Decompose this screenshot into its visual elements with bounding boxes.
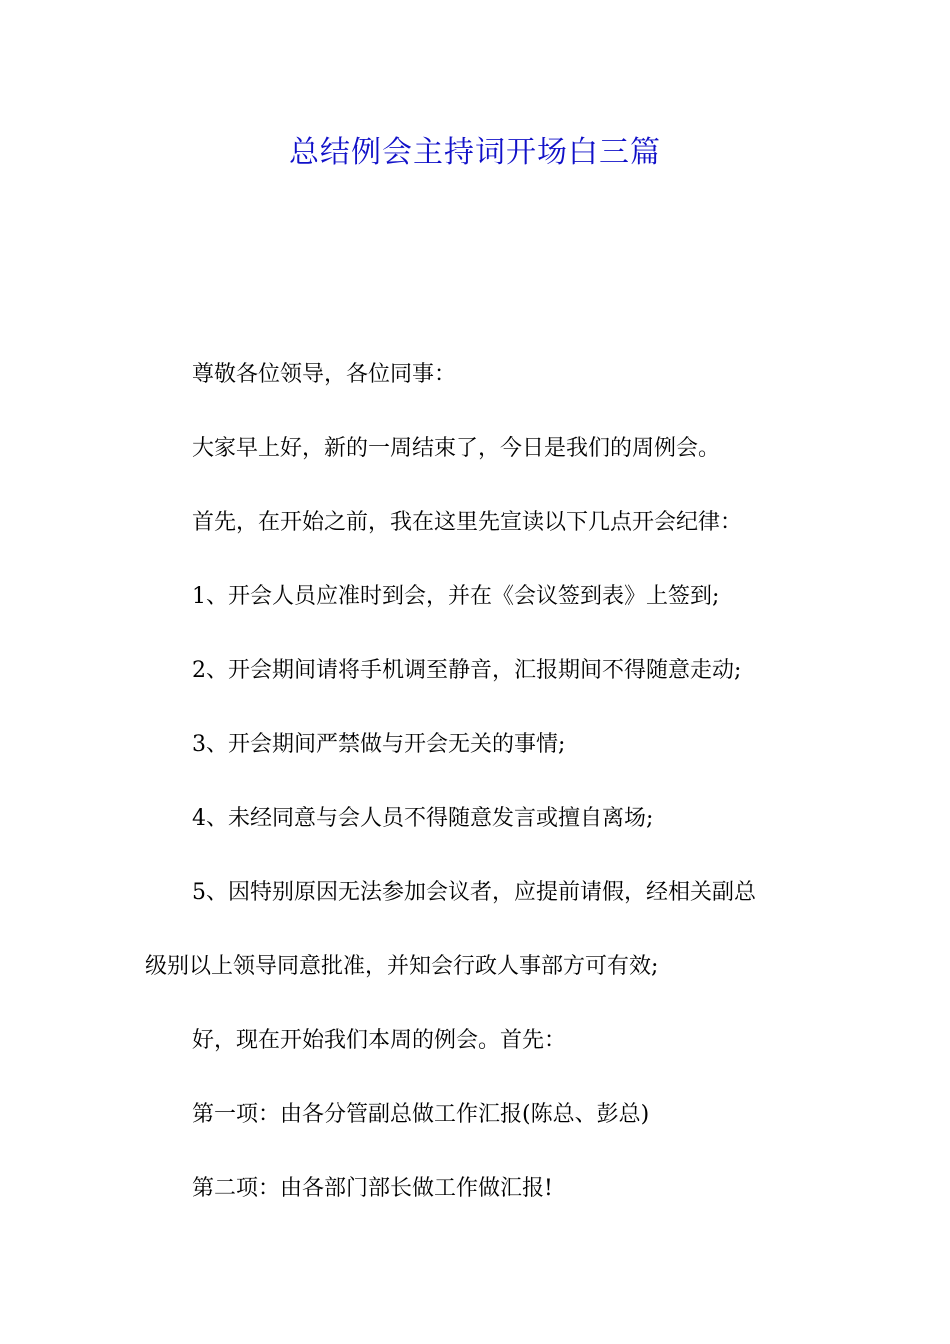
rule-item-2: 2、开会期间请将手机调至静音，汇报期间不得随意走动;: [192, 658, 742, 683]
agenda-item-1: 第一项：由各分管副总做工作汇报(陈总、彭总): [192, 1102, 650, 1127]
rule-item-3: 3、开会期间严禁做与开会无关的事情;: [192, 732, 566, 757]
rule-item-1: 1、开会人员应准时到会，并在《会议签到表》上签到;: [192, 584, 720, 609]
rule-item-4: 4、未经同意与会人员不得随意发言或擅自离场;: [192, 806, 654, 831]
paragraph-discipline-intro: 首先，在开始之前，我在这里先宣读以下几点开会纪律：: [192, 510, 743, 535]
rule-item-5-continued: 级别以上领导同意批准，并知会行政人事部方可有效;: [145, 954, 659, 979]
rule-item-5: 5、因特别原因无法参加会议者，应提前请假，经相关副总: [192, 880, 756, 905]
paragraph-greeting: 尊敬各位领导，各位同事：: [192, 362, 457, 387]
document-body: [145, 338, 815, 1226]
paragraph-opening: 大家早上好，新的一周结束了，今日是我们的周例会。: [192, 436, 721, 461]
paragraph-start-meeting: 好，现在开始我们本周的例会。首先：: [192, 1028, 567, 1053]
agenda-item-2: 第二项：由各部门部长做工作做汇报!: [192, 1176, 553, 1201]
document-title: 总结例会主持词开场白三篇: [289, 135, 661, 170]
